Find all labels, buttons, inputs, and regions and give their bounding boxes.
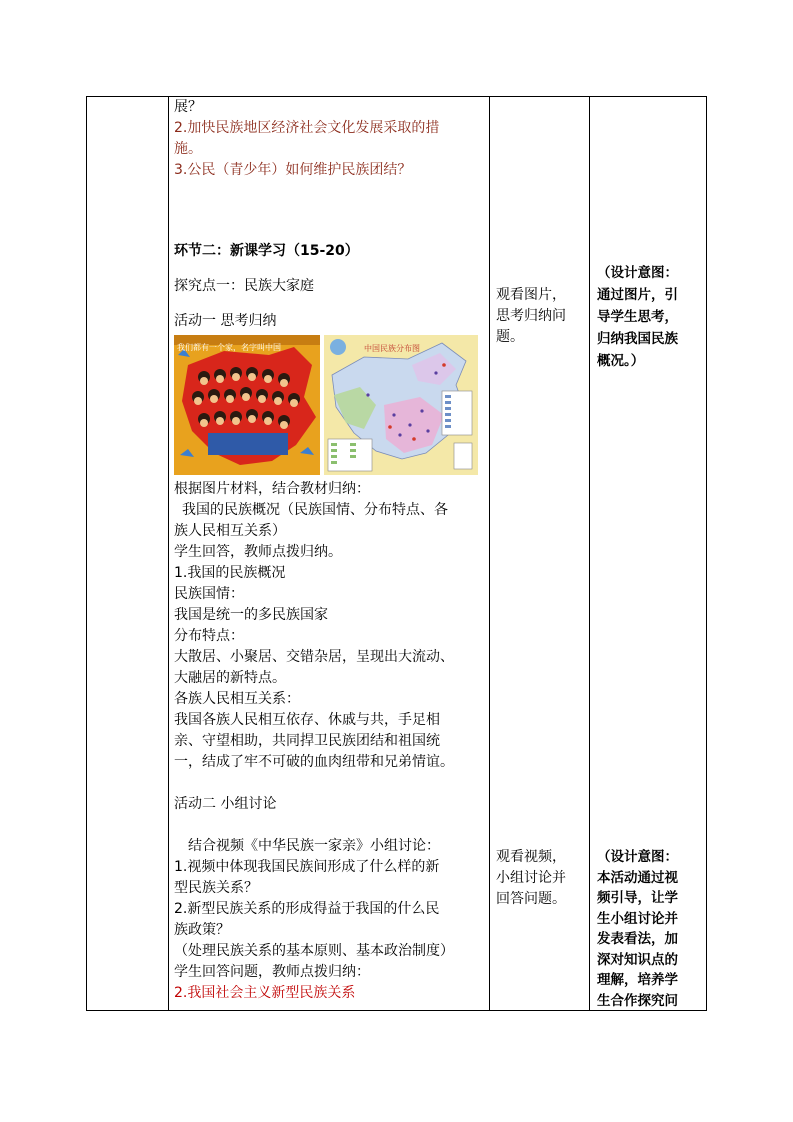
text-line: 分布特点： <box>174 628 244 644</box>
text-line: 2.加快民族地区经济社会文化发展采取的措 <box>174 120 440 136</box>
text-line: 频引导，让学 <box>597 890 678 906</box>
text-line: 我国是统一的多民族国家 <box>174 607 328 623</box>
text-line: 我国的民族概况（民族国情、分布特点、各 <box>182 502 448 518</box>
text-line: 根据图片材料，结合教材归纳： <box>174 481 370 497</box>
text-line: 3.公民（青少年）如何维护民族团结？ <box>174 162 412 178</box>
text-line: 一，结成了牢不可破的血肉纽带和兄弟情谊。 <box>174 754 454 770</box>
text-line: 回答问题。 <box>496 891 566 907</box>
design-intent-cell <box>597 846 703 1010</box>
activity-one-heading: 活动一 思考归纳 <box>174 313 277 329</box>
text-line: （设计意图： <box>597 849 678 865</box>
text-line: 大散居、小聚居、交错杂居，呈现出大流动、 <box>174 649 454 665</box>
text-line: （设计意图： <box>597 265 678 281</box>
text-line: 结合视频《中华民族一家亲》小组讨论： <box>188 838 440 854</box>
text-line: 施。 <box>174 141 202 157</box>
design-intent-cell <box>597 262 703 372</box>
activity-two-heading: 活动二 小组讨论 <box>174 796 277 812</box>
explore-point-heading: 探究点一：民族大家庭 <box>174 278 314 294</box>
text-line: 观看视频， <box>496 849 566 865</box>
column-divider <box>168 96 169 1011</box>
text-line: 学生回答问题，教师点拨归纳： <box>174 964 370 980</box>
text-line: 深对知识点的 <box>597 951 678 968</box>
text-line: 发表看法，加 <box>597 931 678 947</box>
text-line: 各族人民相互关系： <box>174 691 300 707</box>
text-line: （处理民族关系的基本原则、基本政治制度） <box>174 943 454 959</box>
text-line: 族人民相互关系） <box>174 523 286 539</box>
text-line: 通过图片，引 <box>597 287 678 303</box>
text-line: 导学生思考， <box>597 309 678 325</box>
text-line: 题。 <box>496 329 524 345</box>
text-line: 概况。） <box>597 353 645 369</box>
column-divider <box>589 96 590 1011</box>
text-line: 2.新型民族关系的形成得益于我国的什么民 <box>174 901 440 917</box>
teaching-content-cell <box>174 97 484 1004</box>
text-line: 小组讨论并 <box>496 870 566 886</box>
image-row <box>174 335 484 475</box>
text-line: 观看图片， <box>496 287 566 303</box>
section-heading: 环节二：新课学习（15-20） <box>174 243 359 259</box>
text-line: 1.视频中体现我国民族间形成了什么样的新 <box>174 859 440 875</box>
student-activity-cell <box>496 285 586 348</box>
text-line: 我国各族人民相互依存、休戚与共，手足相 <box>174 712 440 728</box>
text-line: 归纳我国民族 <box>597 331 678 347</box>
text-line: 型民族关系？ <box>174 880 258 896</box>
text-line: 大融居的新特点。 <box>174 670 286 686</box>
column-divider <box>489 96 490 1011</box>
text-line: 本活动通过视 <box>597 869 678 886</box>
text-line: 2.我国社会主义新型民族关系 <box>174 985 356 1001</box>
text-line: 展？ <box>174 99 202 115</box>
text-line: 民族国情： <box>174 586 244 602</box>
map-title: 中国民族分布图 <box>364 344 420 353</box>
student-activity-cell <box>496 847 586 910</box>
text-line: 生小组讨论并 <box>597 910 678 927</box>
text-line: 思考归纳问 <box>496 308 566 324</box>
text-line: 生合作探究问 <box>597 992 678 1009</box>
text-line: 族政策？ <box>174 922 230 938</box>
illustration-caption: 我们都有一个家，名字叫中国 <box>177 343 281 352</box>
text-line: 亲、守望相助，共同捍卫民族团结和祖国统 <box>174 733 440 749</box>
text-line: 理解，培养学 <box>597 972 678 988</box>
text-line: 1.我国的民族概况 <box>174 565 286 581</box>
text-line: 学生回答，教师点拨归纳。 <box>174 544 342 560</box>
